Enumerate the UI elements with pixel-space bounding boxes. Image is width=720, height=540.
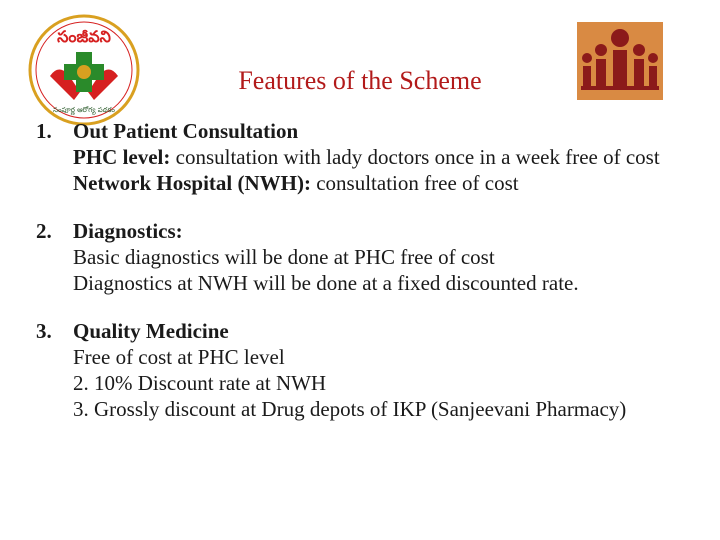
- line-text: consultation free of cost: [310, 171, 519, 195]
- line-text: consultation with lady doctors once in a week free of cost: [170, 145, 660, 169]
- item-line: Basic diagnostics will be done at PHC free of cost: [73, 245, 495, 269]
- item-line: [73, 170, 696, 196]
- item-line: [73, 144, 696, 170]
- logo-telugu-title: సంజీవని: [57, 27, 111, 46]
- item-heading: Quality Medicine: [73, 319, 229, 343]
- community-people-icon: [577, 22, 663, 100]
- item-line: 3. Grossly discount at Drug depots of IKP (Sanjeevani Pharmacy): [73, 397, 627, 421]
- logo-telugu-subtitle: సంపూర్ణ ఆరోగ్య పథకం: [53, 106, 115, 114]
- item-number: 3.: [36, 319, 52, 343]
- page-title: Features of the Scheme: [238, 66, 482, 95]
- item-number: 1.: [36, 119, 52, 143]
- list-item: [36, 318, 696, 422]
- list-item: [36, 218, 696, 296]
- item-heading: Out Patient Consultation: [73, 119, 299, 143]
- line-label: PHC level:: [73, 145, 171, 169]
- item-line: 2. 10% Discount rate at NWH: [73, 371, 327, 395]
- features-list: [36, 118, 696, 444]
- item-heading: Diagnostics:: [73, 219, 183, 243]
- item-number: 2.: [36, 219, 52, 243]
- list-item: [36, 118, 696, 196]
- item-line: Diagnostics at NWH will be done at a fixed discounted rate.: [73, 271, 579, 295]
- sanjeevani-logo-icon: [28, 14, 140, 126]
- line-label: Network Hospital (NWH):: [73, 171, 311, 195]
- item-line: Free of cost at PHC level: [73, 345, 285, 369]
